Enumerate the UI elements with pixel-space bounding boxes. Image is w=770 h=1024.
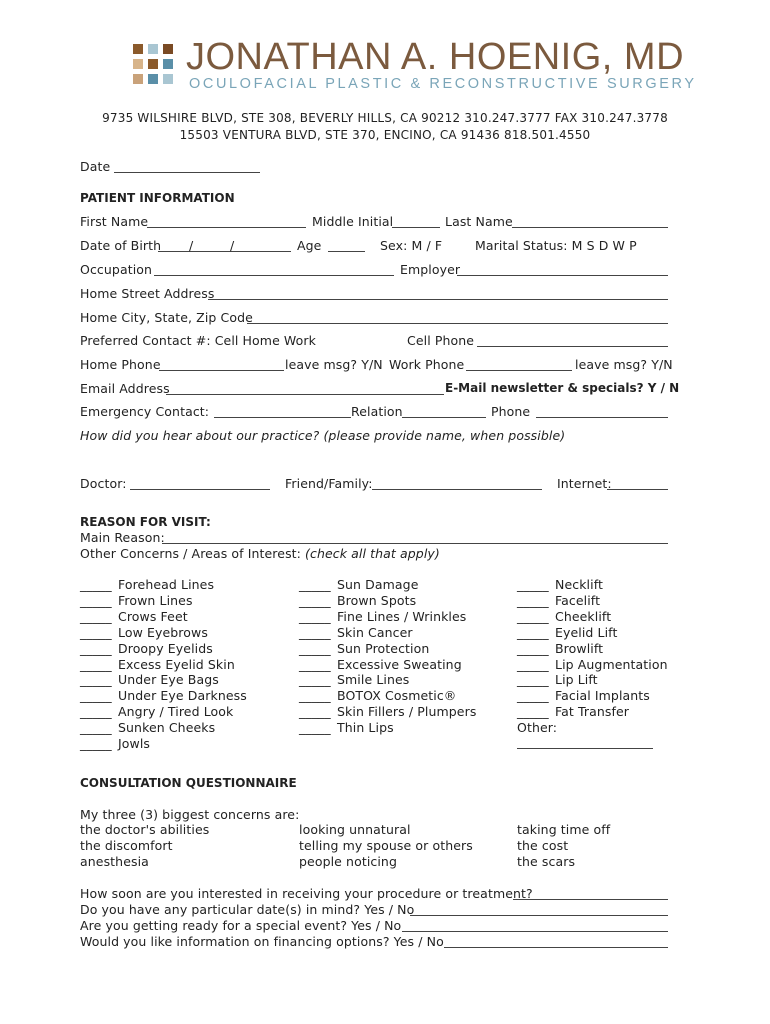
checkbox-blank[interactable]: _____ (299, 720, 331, 736)
checkbox-blank[interactable]: _____ (299, 672, 331, 688)
checkbox-blank[interactable]: _____ (80, 736, 112, 751)
checkbox-blank[interactable]: _____ (299, 688, 331, 704)
main-reason-label: Main Reason: (80, 530, 165, 545)
consult-heading: CONSULTATION QUESTIONNAIRE (80, 776, 297, 790)
checkbox-blank[interactable]: _____ (80, 720, 112, 736)
work-phone-label: Work Phone (389, 357, 465, 372)
age-label: Age (297, 238, 322, 253)
checkbox-blank[interactable]: _____ (299, 624, 331, 640)
checkbox-blank[interactable]: _____ (517, 688, 549, 704)
special-event-field[interactable] (402, 931, 668, 932)
question-special-event: Are you getting ready for a special event? Yes / No (80, 918, 402, 933)
friend-family-field[interactable] (372, 489, 542, 490)
checkbox-blank[interactable]: _____ (517, 624, 549, 640)
checkbox-blank[interactable]: _____ (80, 688, 112, 704)
internet-label: Internet: (557, 476, 612, 491)
email-label: Email Address (80, 381, 170, 396)
concern-label: Facial Implants (555, 688, 650, 704)
age-field[interactable] (328, 251, 365, 252)
home-phone-label: Home Phone (80, 357, 161, 372)
concern-label: Fat Transfer (555, 704, 630, 720)
newsletter-option[interactable]: E-Mail newsletter & specials? Y / N (445, 381, 680, 395)
concern-label: Sunken Cheeks (118, 720, 216, 736)
date-field[interactable] (114, 172, 260, 173)
other-concerns-label: Other Concerns / Areas of Interest: (80, 546, 301, 561)
concern-label: Browlift (555, 640, 604, 656)
dob-label: Date of Birth (80, 238, 162, 253)
checkbox-blank[interactable]: _____ (517, 704, 549, 720)
phone-label: Phone (491, 404, 531, 419)
leave-msg-home[interactable]: leave msg? Y/N (285, 357, 383, 372)
concern-label: Frown Lines (118, 592, 193, 608)
friend-family-label: Friend/Family: (285, 476, 373, 491)
checkbox-blank[interactable]: _____ (517, 640, 549, 656)
checkbox-blank[interactable]: _____ (299, 704, 331, 720)
email-field[interactable] (166, 394, 444, 395)
concern-label: Sun Damage (337, 577, 419, 592)
date-label: Date (80, 159, 111, 174)
cell-phone-label: Cell Phone (407, 333, 475, 348)
financing-field[interactable] (444, 947, 668, 948)
question-financing: Would you like information on financing options? Yes / No (80, 934, 444, 949)
relation-label: Relation (351, 404, 403, 419)
consult-option[interactable]: the scars (517, 854, 576, 869)
concern-label: Droopy Eyelids (118, 640, 213, 656)
checkbox-blank[interactable]: _____ (80, 704, 112, 720)
consult-option[interactable]: people noticing (299, 854, 397, 869)
checkbox-blank[interactable]: _____ (80, 592, 112, 608)
occupation-label: Occupation (80, 262, 153, 277)
concern-label: Necklift (555, 577, 603, 592)
dob-separator: / (189, 238, 194, 253)
checkbox-blank[interactable]: _____ (299, 608, 331, 624)
consult-option[interactable]: anesthesia (80, 854, 149, 869)
checkbox-blank[interactable]: _____ (517, 592, 549, 608)
emergency-contact-label: Emergency Contact: (80, 404, 210, 419)
concern-label: Low Eyebrows (118, 624, 208, 640)
checkbox-blank[interactable]: _____ (517, 577, 549, 592)
checkbox-blank[interactable]: _____ (299, 577, 331, 592)
leave-msg-work[interactable]: leave msg? Y/N (575, 357, 673, 372)
first-name-field[interactable] (147, 227, 306, 228)
relation-field[interactable] (402, 417, 486, 418)
checkbox-blank[interactable]: _____ (299, 640, 331, 656)
question-dates: Do you have any particular date(s) in mind? Yes / No (80, 902, 415, 917)
home-phone-field[interactable] (159, 370, 284, 371)
concern-label: Lip Lift (555, 672, 598, 688)
concern-label: Crows Feet (118, 608, 188, 624)
concern-label: BOTOX Cosmetic® (337, 688, 457, 704)
checkbox-blank[interactable]: _____ (299, 592, 331, 608)
consult-option[interactable]: the doctor's abilities (80, 822, 210, 837)
checkbox-blank[interactable]: _____ (517, 672, 549, 688)
last-name-field[interactable] (512, 227, 668, 228)
address-line-2: 15503 VENTURA BLVD, STE 370, ENCINO, CA 91436 818.501.4550 (179, 128, 591, 142)
concern-label: Eyelid Lift (555, 624, 618, 640)
phone-field[interactable] (536, 417, 668, 418)
checkbox-blank[interactable]: _____ (517, 608, 549, 624)
checkbox-blank[interactable]: _____ (80, 640, 112, 656)
patient-info-heading: PATIENT INFORMATION (80, 191, 235, 205)
concern-label: Brown Spots (337, 592, 417, 608)
logo-name: JONATHAN A. HOENIG, MD (186, 36, 685, 78)
consult-option[interactable]: telling my spouse or others (299, 838, 473, 853)
checkbox-blank[interactable]: _____ (80, 656, 112, 672)
concern-label: Forehead Lines (118, 577, 215, 592)
concern-label: Under Eye Darkness (118, 688, 247, 704)
consult-option[interactable]: the discomfort (80, 838, 173, 853)
doctor-label: Doctor: (80, 476, 127, 491)
middle-initial-label: Middle Initial (312, 214, 394, 229)
concern-label: Fine Lines / Wrinkles (337, 608, 467, 624)
how-hear-question: How did you hear about our practice? (please provide name, when possible) (80, 428, 566, 443)
how-soon-field[interactable] (513, 899, 668, 900)
internet-field[interactable] (607, 489, 668, 490)
concern-label: Facelift (555, 592, 601, 608)
concern-label: Sun Protection (337, 640, 430, 656)
cell-phone-field[interactable] (477, 346, 668, 347)
checkbox-blank[interactable]: _____ (517, 656, 549, 672)
consult-option[interactable]: taking time off (517, 822, 611, 837)
home-street-label: Home Street Address (80, 286, 215, 301)
checkbox-blank[interactable]: _____ (80, 608, 112, 624)
main-reason-field[interactable] (162, 543, 668, 544)
dates-field[interactable] (410, 915, 668, 916)
concern-label: Lip Augmentation (555, 656, 668, 672)
concern-label: Smile Lines (337, 672, 410, 688)
concern-label: Excess Eyelid Skin (118, 656, 235, 672)
employer-field[interactable] (457, 275, 668, 276)
concern-label: Under Eye Bags (118, 672, 219, 688)
address-line-1: 9735 WILSHIRE BLVD, STE 308, BEVERLY HILLS, CA 90212 310.247.3777 FAX 310.247.3778 (102, 111, 668, 125)
concern-label: Skin Cancer (337, 624, 413, 640)
concern-label: Jowls (118, 736, 151, 751)
emergency-contact-field[interactable] (214, 417, 351, 418)
first-name-label: First Name (80, 214, 149, 229)
check-all-note: (check all that apply) (305, 546, 440, 561)
consult-option[interactable]: looking unnatural (299, 822, 411, 837)
last-name-label: Last Name (445, 214, 513, 229)
dob-field[interactable] (158, 251, 291, 252)
sex-options[interactable]: Sex: M / F (380, 238, 443, 253)
checkbox-blank[interactable]: _____ (80, 577, 112, 592)
checkbox-blank[interactable]: _____ (80, 672, 112, 688)
home-city-label: Home City, State, Zip Code (80, 310, 253, 325)
preferred-contact-options[interactable]: Preferred Contact #: Cell Home Work (80, 333, 316, 348)
employer-label: Employer (400, 262, 461, 277)
home-street-field[interactable] (208, 299, 668, 300)
concern-label: Cheeklift (555, 608, 612, 624)
home-city-field[interactable] (247, 323, 668, 324)
concern-label: Thin Lips (337, 720, 394, 736)
checkbox-blank[interactable]: _____ (80, 624, 112, 640)
biggest-concerns-label: My three (3) biggest concerns are: (80, 807, 300, 822)
middle-initial-field[interactable] (392, 227, 440, 228)
occupation-field[interactable] (154, 275, 394, 276)
concern-label: Excessive Sweating (337, 656, 462, 672)
question-how-soon: How soon are you interested in receiving your procedure or treatment? (80, 886, 533, 901)
doctor-field[interactable] (130, 489, 270, 490)
work-phone-field[interactable] (466, 370, 572, 371)
other-concern-field[interactable] (517, 748, 653, 749)
concern-label: Angry / Tired Look (118, 704, 234, 720)
reason-heading: REASON FOR VISIT: (80, 515, 211, 529)
other-concern-label: Other: (517, 720, 558, 735)
concern-label: Skin Fillers / Plumpers (337, 704, 477, 720)
logo-tagline: OCULOFACIAL PLASTIC & RECONSTRUCTIVE SURGERY (189, 76, 697, 92)
consult-option[interactable]: the cost (517, 838, 569, 853)
checkbox-blank[interactable]: _____ (299, 656, 331, 672)
marital-status-options[interactable]: Marital Status: M S D W P (475, 238, 637, 253)
dob-separator: / (230, 238, 235, 253)
